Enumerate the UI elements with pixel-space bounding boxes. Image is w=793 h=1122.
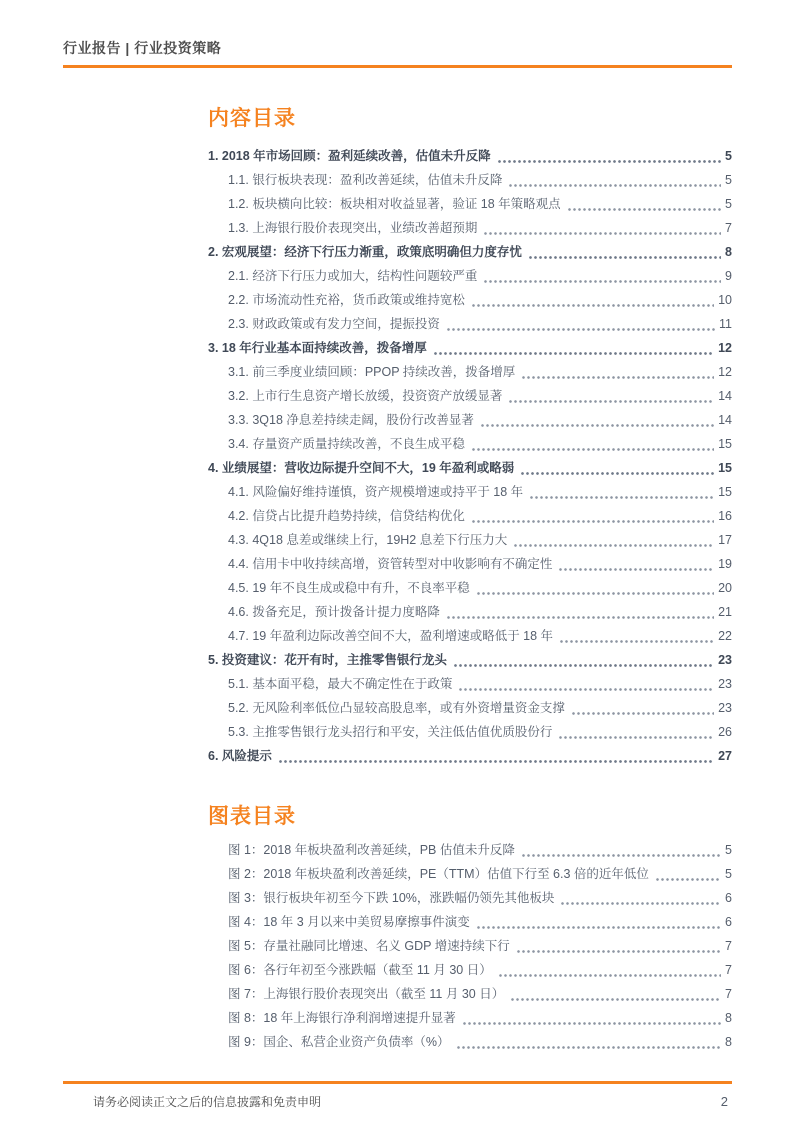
toc-title: 内容目录 xyxy=(208,107,296,130)
toc-entry[interactable] xyxy=(208,552,732,576)
toc-entry-label: 3.4. 存量资产质量持续改善，不良生成平稳 xyxy=(228,437,465,451)
toc-entry-label: 3.2. 上市行生息资产增长放缓，投资资产放缓显著 xyxy=(228,389,503,403)
dot-leader xyxy=(471,519,714,524)
toc-entry-page: 15 xyxy=(718,461,732,475)
toc-entry[interactable] xyxy=(208,744,732,768)
toc-entry-page: 8 xyxy=(725,245,732,259)
toc-entry-label: 2.3. 财政政策或有发力空间，提振投资 xyxy=(228,317,440,331)
toc-entry-page: 16 xyxy=(718,509,732,523)
toc-entry-page: 22 xyxy=(718,629,732,643)
toc-entry-label: 2.2. 市场流动性充裕，货币政策或维持宽松 xyxy=(228,293,465,307)
toc-entry-label: 1. 2018 年市场回顾：盈利延续改善，估值未升反降 xyxy=(208,149,491,163)
figure-entry[interactable] xyxy=(208,1006,732,1030)
dot-leader xyxy=(508,399,714,404)
toc-entry-label: 4.7. 19 年盈利边际改善空间不大，盈利增速或略低于 18 年 xyxy=(228,629,554,643)
toc-entry-label: 1.2. 板块横向比较：板块相对收益显著，验证 18 年策略观点 xyxy=(228,197,561,211)
dot-leader xyxy=(471,447,714,452)
toc-entry[interactable] xyxy=(208,624,732,648)
toc-entry-label: 5. 投资建议：花开有时，主推零售银行龙头 xyxy=(208,653,447,667)
dot-leader xyxy=(476,925,721,930)
report-category-title: 行业报告 | 行业投资策略 xyxy=(63,40,222,56)
figures-list xyxy=(208,838,732,1054)
figure-entry[interactable] xyxy=(208,886,732,910)
figure-entry-label: 图 6：各行年初至今涨跌幅（截至 11 月 30 日） xyxy=(228,963,492,977)
toc-entry-label: 2.1. 经济下行压力或加大，结构性问题较严重 xyxy=(228,269,478,283)
figure-entry-label: 图 7：上海银行股价表现突出（截至 11 月 30 日） xyxy=(228,987,505,1001)
dot-leader xyxy=(510,997,721,1002)
footer-disclaimer: 请务必阅读正文之后的信息披露和免责申明 xyxy=(93,1095,322,1109)
figure-entry[interactable] xyxy=(208,862,732,886)
dot-leader xyxy=(508,183,721,188)
toc-entry-label: 6. 风险提示 xyxy=(208,749,272,763)
page-footer xyxy=(63,1081,732,1110)
toc-entry-label: 3.1. 前三季度业绩回顾：PPOP 持续改善，拨备增厚 xyxy=(228,365,516,379)
toc-entry-label: 4.2. 信贷占比提升趋势持续，信贷结构优化 xyxy=(228,509,465,523)
header-divider-rule xyxy=(63,65,732,68)
dot-leader xyxy=(513,543,714,548)
toc-entry[interactable] xyxy=(208,576,732,600)
figures-title: 图表目录 xyxy=(208,805,296,828)
dot-leader xyxy=(476,591,714,596)
toc-entry-page: 5 xyxy=(725,173,732,187)
toc-entry[interactable] xyxy=(208,648,732,672)
figure-entry[interactable] xyxy=(208,910,732,934)
toc-entry[interactable] xyxy=(208,504,732,528)
toc-entry-page: 12 xyxy=(718,341,732,355)
toc-entry-label: 4.5. 19 年不良生成或稳中有升，不良率平稳 xyxy=(228,581,470,595)
toc-entry-page: 20 xyxy=(718,581,732,595)
toc-entry-page: 9 xyxy=(725,269,732,283)
toc-entry[interactable] xyxy=(208,192,732,216)
toc-entry-page: 17 xyxy=(718,533,732,547)
toc-entry-page: 5 xyxy=(725,149,732,163)
dot-leader xyxy=(567,207,721,212)
toc-entry-page: 12 xyxy=(718,365,732,379)
figure-entry-label: 图 9：国企、私营企业资产负债率（%） xyxy=(228,1035,450,1049)
content-column xyxy=(208,106,732,1054)
dot-leader xyxy=(458,687,714,692)
toc-entry-page: 23 xyxy=(718,701,732,715)
toc-entry-page: 14 xyxy=(718,413,732,427)
toc-entry-page: 15 xyxy=(718,437,732,451)
dot-leader xyxy=(462,1021,721,1026)
figure-entry[interactable] xyxy=(208,934,732,958)
toc-entry[interactable] xyxy=(208,456,732,480)
toc-entry-page: 26 xyxy=(718,725,732,739)
toc-entry-page: 23 xyxy=(718,653,732,667)
figure-entry-page: 5 xyxy=(725,867,732,881)
dot-leader xyxy=(483,279,721,284)
toc-list xyxy=(208,144,732,768)
figure-entry-label: 图 5：存量社融同比增速、名义 GDP 增速持续下行 xyxy=(228,939,510,953)
footer-row xyxy=(63,1084,732,1110)
figure-entry-label: 图 2：2018 年板块盈利改善延续，PE（TTM）估值下行至 6.3 倍的近年低位 xyxy=(228,867,649,881)
figure-entry-page: 5 xyxy=(725,843,732,857)
toc-entry[interactable] xyxy=(208,408,732,432)
dot-leader xyxy=(433,351,714,356)
dot-leader xyxy=(446,615,714,620)
toc-entry-label: 1.3. 上海银行股价表现突出，业绩改善超预期 xyxy=(228,221,478,235)
toc-entry-label: 3.3. 3Q18 净息差持续走阔，股份行改善显著 xyxy=(228,413,474,427)
dot-leader xyxy=(655,877,721,882)
toc-entry[interactable] xyxy=(208,696,732,720)
figure-entry-page: 7 xyxy=(725,963,732,977)
figure-entry-page: 7 xyxy=(725,987,732,1001)
toc-entry-page: 14 xyxy=(718,389,732,403)
toc-entry-label: 2. 宏观展望：经济下行压力渐重，政策底明确但力度存忧 xyxy=(208,245,522,259)
figure-entry-page: 6 xyxy=(725,915,732,929)
toc-entry[interactable] xyxy=(208,720,732,744)
dot-leader xyxy=(559,639,714,644)
toc-entry[interactable] xyxy=(208,528,732,552)
toc-entry-label: 5.2. 无风险利率低位凸显较高股息率，或有外资增量资金支撑 xyxy=(228,701,565,715)
toc-entry[interactable] xyxy=(208,384,732,408)
toc-entry[interactable] xyxy=(208,360,732,384)
toc-entry[interactable] xyxy=(208,312,732,336)
toc-entry-page: 5 xyxy=(725,197,732,211)
figure-entry-label: 图 8：18 年上海银行净利润增速提升显著 xyxy=(228,1011,456,1025)
toc-entry-page: 21 xyxy=(718,605,732,619)
dot-leader xyxy=(497,159,721,164)
figure-entry-page: 8 xyxy=(725,1011,732,1025)
toc-entry-label: 4. 业绩展望：营收边际提升空间不大，19 年盈利或略弱 xyxy=(208,461,515,475)
toc-entry-label: 4.6. 拨备充足，预计拨备计提力度略降 xyxy=(228,605,440,619)
figure-entry[interactable] xyxy=(208,1030,732,1054)
dot-leader xyxy=(558,735,714,740)
toc-entry[interactable] xyxy=(208,480,732,504)
toc-entry-label: 1.1. 银行板块表现：盈利改善延续，估值未升反降 xyxy=(228,173,503,187)
figure-entry[interactable] xyxy=(208,958,732,982)
toc-entry-page: 15 xyxy=(718,485,732,499)
figures-section xyxy=(208,804,732,1054)
toc-entry-label: 4.4. 信用卡中收持续高增，资管转型对中收影响有不确定性 xyxy=(228,557,553,571)
toc-entry-page: 7 xyxy=(725,221,732,235)
dot-leader xyxy=(516,949,721,954)
toc-entry[interactable] xyxy=(208,672,732,696)
dot-leader xyxy=(453,663,714,668)
figure-entry-label: 图 1：2018 年板块盈利改善延续，PB 估值未升反降 xyxy=(228,843,515,857)
figure-entry[interactable] xyxy=(208,838,732,862)
dot-leader xyxy=(558,567,714,572)
dot-leader xyxy=(483,231,721,236)
dot-leader xyxy=(571,711,714,716)
toc-entry[interactable] xyxy=(208,600,732,624)
toc-entry-page: 11 xyxy=(719,317,732,331)
toc-entry-label: 4.1. 风险偏好维持谨慎，资产规模增速或持平于 18 年 xyxy=(228,485,524,499)
toc-entry-page: 23 xyxy=(718,677,732,691)
dot-leader xyxy=(480,423,714,428)
toc-entry-page: 27 xyxy=(718,749,732,763)
figure-entry-page: 8 xyxy=(725,1035,732,1049)
dot-leader xyxy=(560,901,721,906)
toc-entry[interactable] xyxy=(208,168,732,192)
toc-entry[interactable] xyxy=(208,216,732,240)
dot-leader xyxy=(446,327,715,332)
toc-entry-page: 10 xyxy=(718,293,732,307)
figure-entry-label: 图 3：银行板块年初至今下跌 10%，涨跌幅仍领先其他板块 xyxy=(228,891,555,905)
dot-leader xyxy=(528,255,721,260)
dot-leader xyxy=(278,759,714,764)
toc-entry[interactable] xyxy=(208,240,732,264)
toc-entry-page: 19 xyxy=(718,557,732,571)
dot-leader xyxy=(456,1045,722,1050)
dot-leader xyxy=(521,375,714,380)
toc-entry-label: 4.3. 4Q18 息差或继续上行，19H2 息差下行压力大 xyxy=(228,533,508,547)
toc-entry[interactable] xyxy=(208,144,732,168)
figure-entry-label: 图 4：18 年 3 月以来中美贸易摩擦事件演变 xyxy=(228,915,470,929)
footer-page-number: 2 xyxy=(720,1094,728,1109)
toc-entry[interactable] xyxy=(208,336,732,360)
figure-entry[interactable] xyxy=(208,982,732,1006)
toc-entry[interactable] xyxy=(208,432,732,456)
dot-leader xyxy=(471,303,714,308)
toc-section xyxy=(208,106,732,768)
dot-leader xyxy=(520,471,714,476)
toc-entry[interactable] xyxy=(208,264,732,288)
toc-entry-label: 5.1. 基本面平稳，最大不确定性在于政策 xyxy=(228,677,453,691)
figure-entry-page: 6 xyxy=(725,891,732,905)
page-header xyxy=(63,39,732,68)
toc-entry-label: 5.3. 主推零售银行龙头招行和平安，关注低估值优质股份行 xyxy=(228,725,553,739)
toc-entry-label: 3. 18 年行业基本面持续改善，拨备增厚 xyxy=(208,341,427,355)
dot-leader xyxy=(498,973,721,978)
figure-entry-page: 7 xyxy=(725,939,732,953)
toc-entry[interactable] xyxy=(208,288,732,312)
dot-leader xyxy=(529,495,714,500)
dot-leader xyxy=(521,853,721,858)
